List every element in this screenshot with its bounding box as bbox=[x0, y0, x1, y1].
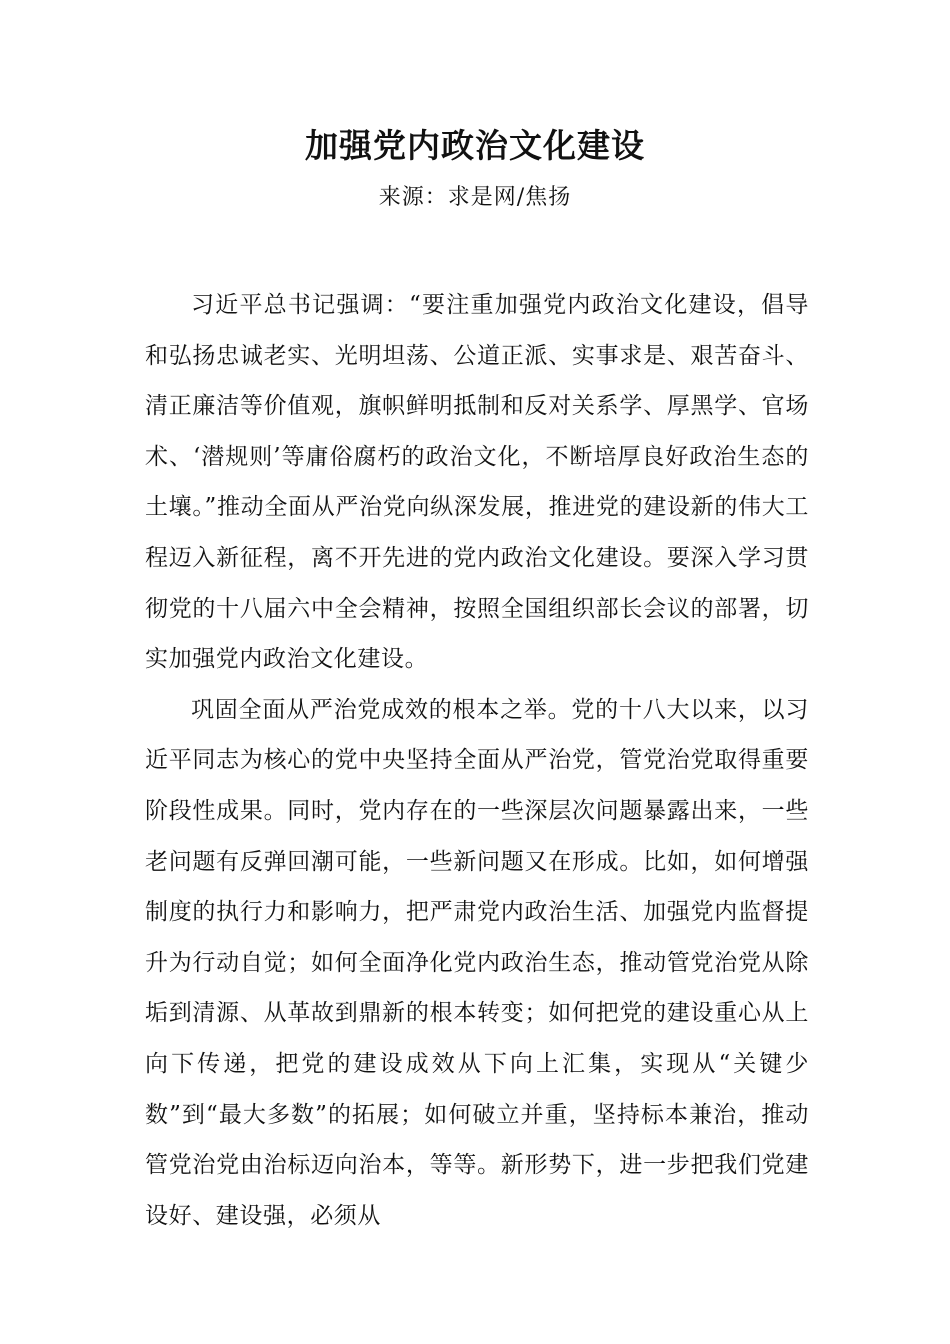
document-title: 加强党内政治文化建设 bbox=[305, 126, 645, 165]
document-source: 来源：求是网/焦扬 bbox=[378, 185, 572, 210]
document-body bbox=[145, 280, 809, 1241]
paragraph: 巩固全面从严治党成效的根本之举。党的十八大以来，以习近平同志为核心的党中央坚持全面从严治党，管党治党取得重要阶段性成果。同时，党内存在的一些深层次问题暴露出来，一些老问题有反弹回潮可能，一些新问题又在形成。比如，如何增强制度的执行力和影响力，把严肃党内政治生活、加强党内监督提升为行动自觉；如何全面净化党内政治生态，推动管党治党从除垢到清源、从革故到鼎新的根本转变；如何把党的建设重心从上向下传递，把党的建设成效从下向上汇集，实现从“关键少数”到“最大多数”的拓展；如何破立并重，坚持标本兼治，推动管党治党由治标迈向治本，等等。新形势下，进一步把我们党建设好、建设强，必须从 bbox=[145, 696, 809, 1229]
paragraph: 习近平总书记强调：“要注重加强党内政治文化建设，倡导和弘扬忠诚老实、光明坦荡、公道正派、实事求是、艰苦奋斗、清正廉洁等价值观，旗帜鲜明抵制和反对关系学、厚黑学、官场术、‘潜规则’等庸俗腐朽的政治文化，不断培厚良好政治生态的土壤。”推动全面从严治党向纵深发展，推进党的建设新的伟大工程迈入新征程，离不开先进的党内政治文化建设。要深入学习贯彻党的十八届六中全会精神，按照全国组织部长会议的部署，切实加强党内政治文化建设。 bbox=[145, 292, 809, 673]
